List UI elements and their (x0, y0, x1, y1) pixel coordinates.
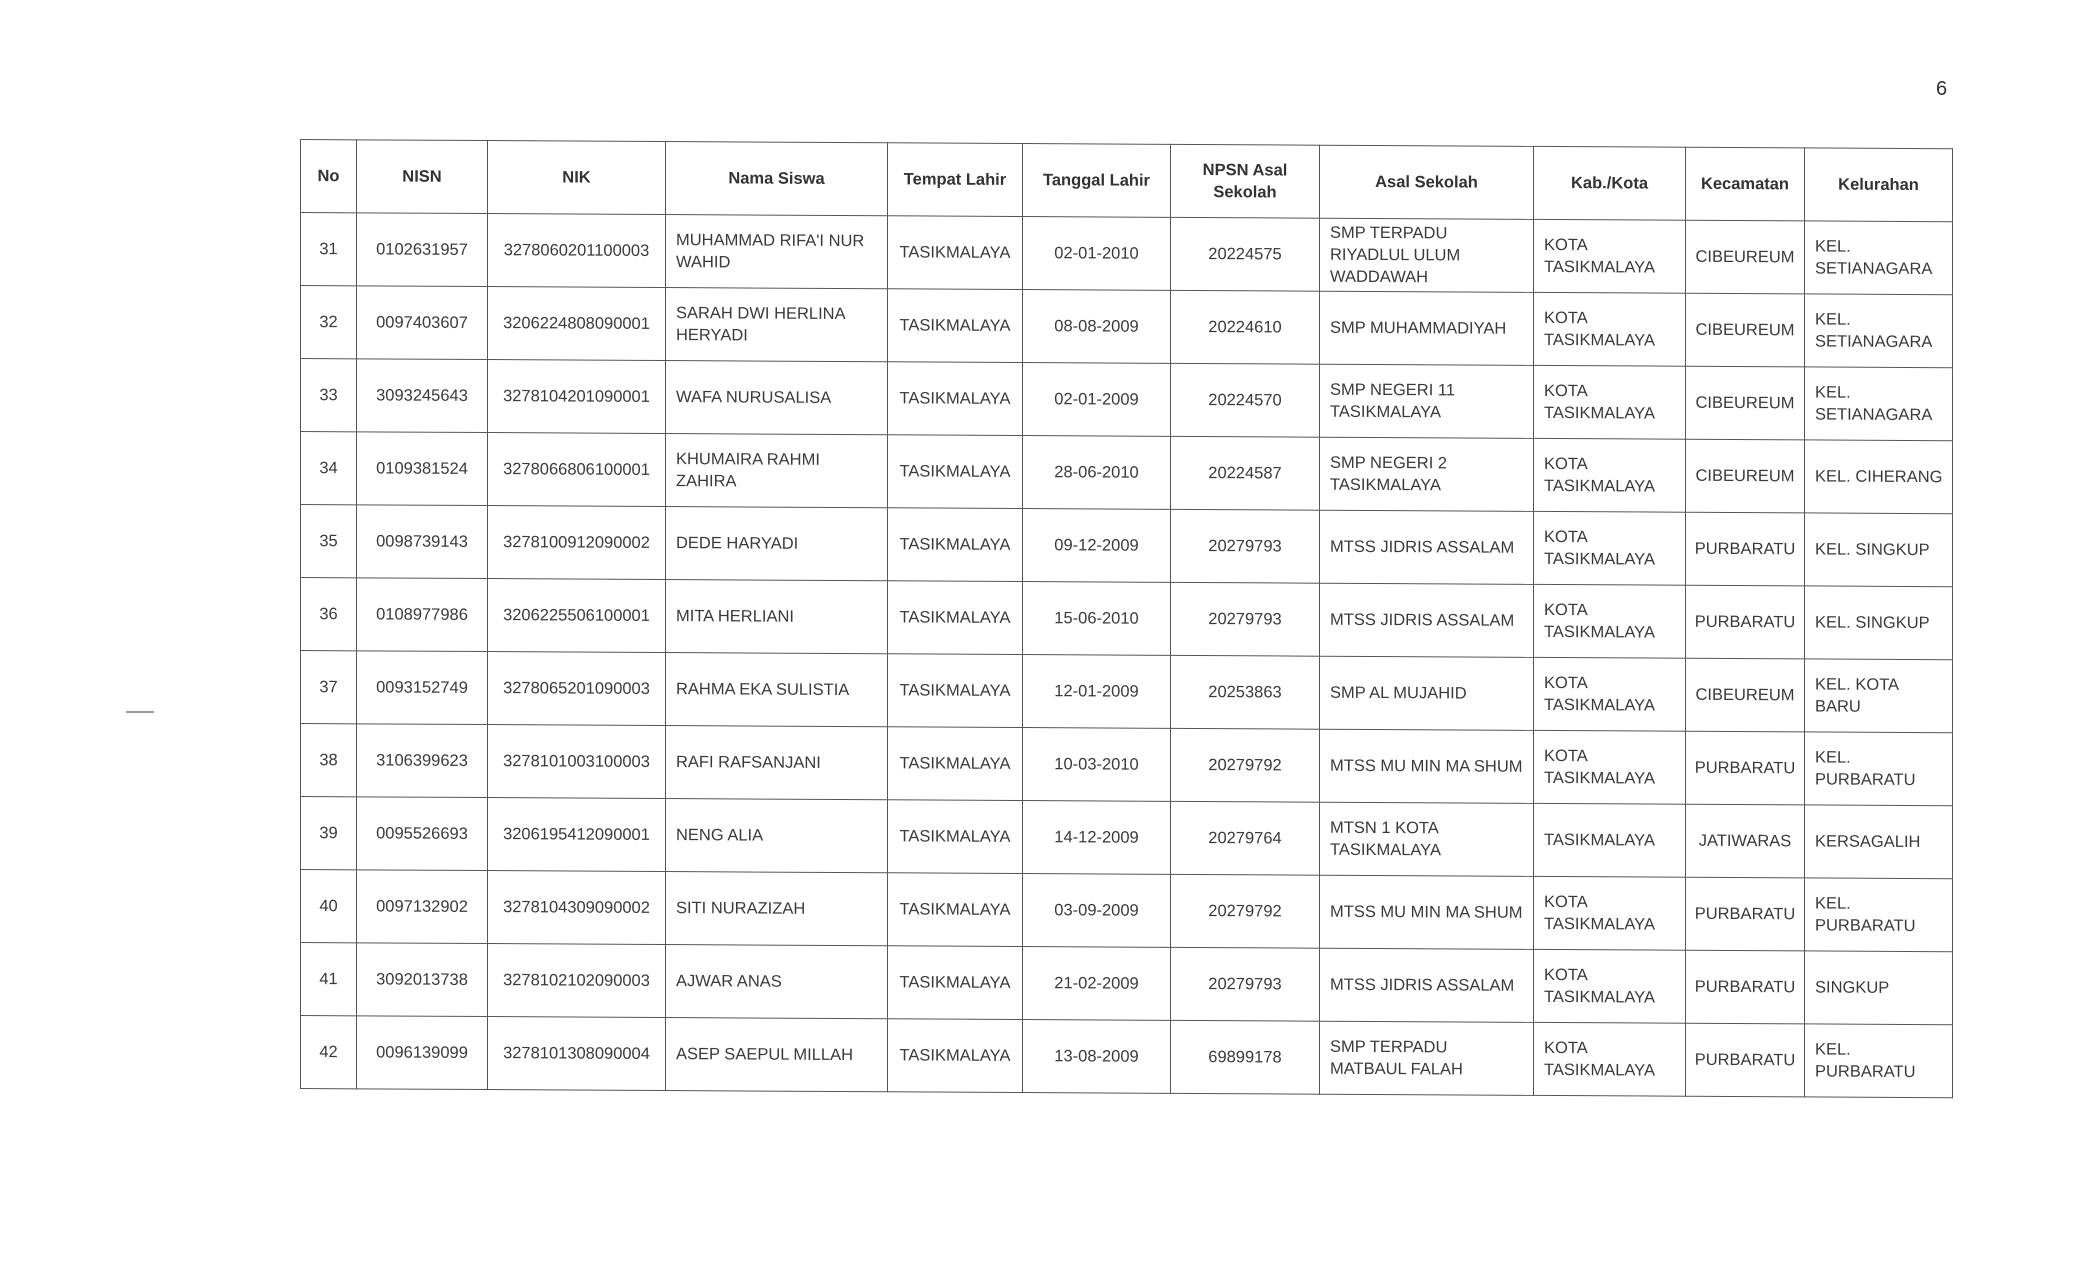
cell-tanggal-lahir: 02-01-2010 (1023, 217, 1171, 291)
cell-npsn: 20224575 (1171, 217, 1320, 291)
cell-nama-siswa: SITI NURAZIZAH (666, 872, 888, 946)
cell-nisn: 3093245643 (357, 359, 488, 433)
cell-asal-sekolah: MTSS JIDRIS ASSALAM (1320, 583, 1534, 657)
cell-nama-siswa: MUHAMMAD RIFA'I NUR WAHID (666, 215, 888, 289)
cell-tempat-lahir: TASIKMALAYA (888, 289, 1023, 363)
cell-tanggal-lahir: 21-02-2009 (1023, 947, 1171, 1021)
cell-asal-sekolah: SMP MUHAMMADIYAH (1320, 291, 1534, 365)
cell-tanggal-lahir: 15-06-2010 (1023, 582, 1171, 656)
student-table (300, 139, 1953, 1098)
cell-kelurahan: KEL. SINGKUP (1805, 586, 1953, 660)
cell-kelurahan: KEL. KOTA BARU (1805, 659, 1953, 733)
cell-asal-sekolah: SMP TERPADU RIYADLUL ULUM WADDAWAH (1320, 218, 1534, 292)
cell-nisn: 0109381524 (357, 432, 488, 506)
table-row (301, 724, 1953, 806)
cell-kab-kota: KOTA TASIKMALAYA (1534, 292, 1686, 366)
table-row (301, 651, 1953, 733)
cell-asal-sekolah: SMP NEGERI 2 TASIKMALAYA (1320, 437, 1534, 511)
cell-kelurahan: SINGKUP (1805, 951, 1953, 1025)
cell-nama-siswa: AJWAR ANAS (666, 945, 888, 1019)
margin-mark (126, 711, 154, 713)
cell-kab-kota: KOTA TASIKMALAYA (1534, 657, 1686, 731)
cell-tempat-lahir: TASIKMALAYA (888, 727, 1023, 801)
cell-asal-sekolah: MTSS JIDRIS ASSALAM (1320, 948, 1534, 1022)
cell-tempat-lahir: TASIKMALAYA (888, 435, 1023, 509)
cell-npsn: 20224587 (1171, 436, 1320, 510)
cell-nik: 3278065201090003 (488, 652, 666, 726)
cell-tempat-lahir: TASIKMALAYA (888, 946, 1023, 1020)
cell-asal-sekolah: SMP NEGERI 11 TASIKMALAYA (1320, 364, 1534, 438)
cell-kecamatan: CIBEUREUM (1686, 658, 1805, 732)
cell-no: 35 (301, 505, 357, 578)
header-no: No (301, 140, 357, 213)
cell-npsn: 20279764 (1171, 801, 1320, 875)
cell-kecamatan: PURBARATU (1686, 731, 1805, 805)
header-kecamatan: Kecamatan (1686, 147, 1805, 221)
table-row (301, 578, 1953, 660)
cell-kecamatan: PURBARATU (1686, 877, 1805, 951)
cell-kelurahan: KEL. PURBARATU (1805, 878, 1953, 952)
cell-npsn: 20279793 (1171, 582, 1320, 656)
cell-kab-kota: KOTA TASIKMALAYA (1534, 438, 1686, 512)
cell-no: 34 (301, 432, 357, 505)
table-row (301, 286, 1953, 368)
header-kelurahan: Kelurahan (1805, 148, 1953, 222)
cell-kab-kota: KOTA TASIKMALAYA (1534, 584, 1686, 658)
cell-nama-siswa: WAFA NURUSALISA (666, 361, 888, 435)
cell-tempat-lahir: TASIKMALAYA (888, 508, 1023, 582)
page-number: 6 (1936, 78, 1948, 100)
cell-npsn: 20224610 (1171, 290, 1320, 364)
cell-no: 41 (301, 943, 357, 1016)
cell-kelurahan: KERSAGALIH (1805, 805, 1953, 879)
cell-tempat-lahir: TASIKMALAYA (888, 216, 1023, 290)
cell-nama-siswa: ASEP SAEPUL MILLAH (666, 1018, 888, 1092)
cell-asal-sekolah: MTSS JIDRIS ASSALAM (1320, 510, 1534, 584)
cell-nisn: 0097403607 (357, 286, 488, 360)
cell-kab-kota: KOTA TASIKMALAYA (1534, 730, 1686, 804)
cell-tempat-lahir: TASIKMALAYA (888, 800, 1023, 874)
cell-asal-sekolah: MTSS MU MIN MA SHUM (1320, 729, 1534, 803)
table-body (301, 213, 1953, 1098)
header-tanggal-lahir: Tanggal Lahir (1023, 144, 1171, 218)
cell-nik: 3206224808090001 (488, 287, 666, 361)
table-row (301, 797, 1953, 879)
cell-kecamatan: CIBEUREUM (1686, 220, 1805, 294)
cell-nama-siswa: RAFI RAFSANJANI (666, 726, 888, 800)
cell-tanggal-lahir: 12-01-2009 (1023, 655, 1171, 729)
cell-nisn: 0102631957 (357, 213, 488, 287)
cell-kecamatan: CIBEUREUM (1686, 366, 1805, 440)
table-row (301, 870, 1953, 952)
cell-tanggal-lahir: 09-12-2009 (1023, 509, 1171, 583)
cell-kab-kota: KOTA TASIKMALAYA (1534, 511, 1686, 585)
cell-no: 39 (301, 797, 357, 870)
cell-nik: 3278060201100003 (488, 214, 666, 288)
header-tempat-lahir: Tempat Lahir (888, 143, 1023, 217)
cell-nik: 3206195412090001 (488, 798, 666, 872)
cell-asal-sekolah: MTSS MU MIN MA SHUM (1320, 875, 1534, 949)
cell-tanggal-lahir: 28-06-2010 (1023, 436, 1171, 510)
header-nik: NIK (488, 141, 666, 215)
table-row (301, 359, 1953, 441)
cell-tanggal-lahir: 10-03-2010 (1023, 728, 1171, 802)
cell-npsn: 20279792 (1171, 874, 1320, 948)
cell-npsn: 20279792 (1171, 728, 1320, 802)
cell-kecamatan: PURBARATU (1686, 1023, 1805, 1097)
cell-nisn: 0093152749 (357, 651, 488, 725)
cell-nik: 3278100912090002 (488, 506, 666, 580)
cell-kelurahan: KEL. PURBARATU (1805, 732, 1953, 806)
cell-nik: 3278066806100001 (488, 433, 666, 507)
cell-nik: 3278104201090001 (488, 360, 666, 434)
header-nama-siswa: Nama Siswa (666, 142, 888, 216)
cell-kab-kota: TASIKMALAYA (1534, 803, 1686, 877)
cell-no: 37 (301, 651, 357, 724)
cell-no: 42 (301, 1016, 357, 1089)
cell-nisn: 0098739143 (357, 505, 488, 579)
table-row (301, 505, 1953, 587)
cell-tempat-lahir: TASIKMALAYA (888, 362, 1023, 436)
cell-npsn: 20253863 (1171, 655, 1320, 729)
table-header-row (301, 140, 1953, 222)
cell-nama-siswa: NENG ALIA (666, 799, 888, 873)
cell-tanggal-lahir: 14-12-2009 (1023, 801, 1171, 875)
cell-kab-kota: KOTA TASIKMALAYA (1534, 219, 1686, 293)
cell-nik: 3278104309090002 (488, 871, 666, 945)
cell-kecamatan: CIBEUREUM (1686, 439, 1805, 513)
cell-kelurahan: KEL. SINGKUP (1805, 513, 1953, 587)
cell-asal-sekolah: SMP TERPADU MATBAUL FALAH (1320, 1021, 1534, 1095)
cell-nisn: 0095526693 (357, 797, 488, 871)
cell-no: 31 (301, 213, 357, 286)
header-npsn: NPSN Asal Sekolah (1171, 144, 1320, 218)
cell-kecamatan: JATIWARAS (1686, 804, 1805, 878)
cell-tanggal-lahir: 03-09-2009 (1023, 874, 1171, 948)
cell-no: 33 (301, 359, 357, 432)
cell-kecamatan: CIBEUREUM (1686, 293, 1805, 367)
cell-nik: 3278101003100003 (488, 725, 666, 799)
cell-tempat-lahir: TASIKMALAYA (888, 873, 1023, 947)
table-row (301, 1016, 1953, 1098)
cell-no: 38 (301, 724, 357, 797)
cell-asal-sekolah: MTSN 1 KOTA TASIKMALAYA (1320, 802, 1534, 876)
cell-nama-siswa: KHUMAIRA RAHMI ZAHIRA (666, 434, 888, 508)
cell-nama-siswa: RAHMA EKA SULISTIA (666, 653, 888, 727)
cell-kab-kota: KOTA TASIKMALAYA (1534, 1022, 1686, 1096)
cell-no: 36 (301, 578, 357, 651)
cell-nisn: 0108977986 (357, 578, 488, 652)
cell-kab-kota: KOTA TASIKMALAYA (1534, 876, 1686, 950)
cell-npsn: 20279793 (1171, 509, 1320, 583)
cell-kecamatan: PURBARATU (1686, 512, 1805, 586)
table-row (301, 432, 1953, 514)
cell-nama-siswa: DEDE HARYADI (666, 507, 888, 581)
cell-nama-siswa: MITA HERLIANI (666, 580, 888, 654)
cell-tempat-lahir: TASIKMALAYA (888, 581, 1023, 655)
cell-nisn: 3092013738 (357, 943, 488, 1017)
cell-kelurahan: KEL. SETIANAGARA (1805, 367, 1953, 441)
cell-tanggal-lahir: 13-08-2009 (1023, 1020, 1171, 1094)
cell-no: 32 (301, 286, 357, 359)
header-nisn: NISN (357, 140, 488, 214)
table-row (301, 943, 1953, 1025)
cell-tempat-lahir: TASIKMALAYA (888, 654, 1023, 728)
cell-nisn: 0097132902 (357, 870, 488, 944)
cell-nisn: 0096139099 (357, 1016, 488, 1090)
cell-kab-kota: KOTA TASIKMALAYA (1534, 365, 1686, 439)
cell-nik: 3278102102090003 (488, 944, 666, 1018)
cell-kelurahan: KEL. CIHERANG (1805, 440, 1953, 514)
cell-tanggal-lahir: 08-08-2009 (1023, 290, 1171, 364)
cell-kelurahan: KEL. PURBARATU (1805, 1024, 1953, 1098)
cell-kelurahan: KEL. SETIANAGARA (1805, 294, 1953, 368)
header-kab-kota: Kab./Kota (1534, 146, 1686, 220)
cell-kecamatan: PURBARATU (1686, 950, 1805, 1024)
header-asal-sekolah: Asal Sekolah (1320, 145, 1534, 219)
cell-nisn: 3106399623 (357, 724, 488, 798)
cell-npsn: 20224570 (1171, 363, 1320, 437)
cell-npsn: 20279793 (1171, 947, 1320, 1021)
cell-no: 40 (301, 870, 357, 943)
student-table-container (300, 139, 1952, 1098)
cell-kecamatan: PURBARATU (1686, 585, 1805, 659)
table-row (301, 213, 1953, 295)
cell-tempat-lahir: TASIKMALAYA (888, 1019, 1023, 1093)
cell-nik: 3206225506100001 (488, 579, 666, 653)
cell-nama-siswa: SARAH DWI HERLINA HERYADI (666, 288, 888, 362)
cell-npsn: 69899178 (1171, 1020, 1320, 1094)
cell-asal-sekolah: SMP AL MUJAHID (1320, 656, 1534, 730)
cell-kelurahan: KEL. SETIANAGARA (1805, 221, 1953, 295)
cell-nik: 3278101308090004 (488, 1017, 666, 1091)
cell-tanggal-lahir: 02-01-2009 (1023, 363, 1171, 437)
cell-kab-kota: KOTA TASIKMALAYA (1534, 949, 1686, 1023)
